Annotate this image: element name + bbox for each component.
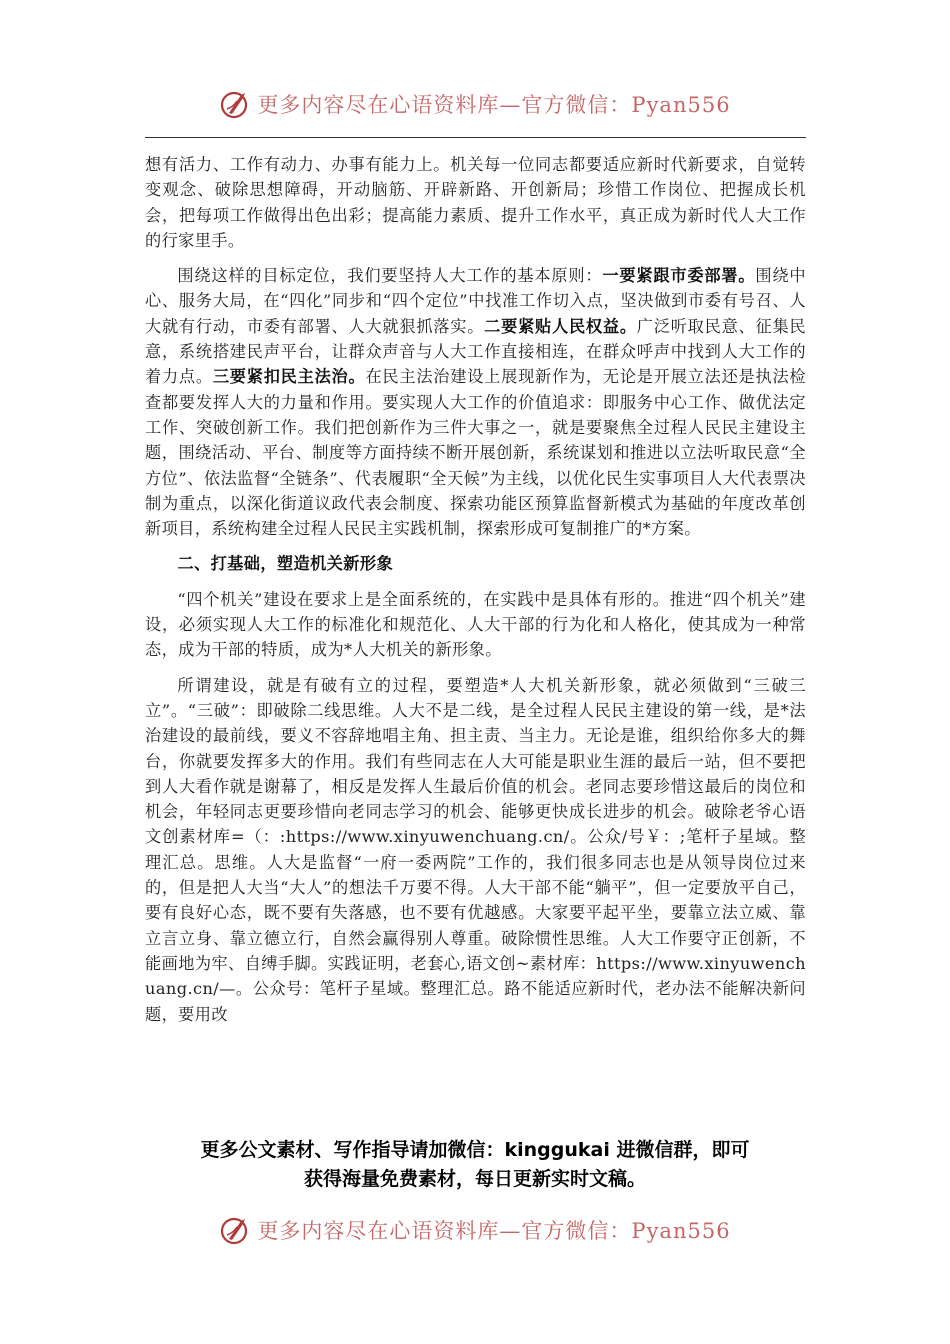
paragraph-2 [145, 263, 806, 541]
quill-logo-icon [219, 87, 253, 121]
header-divider [145, 137, 806, 138]
paragraph-2-text-2: 围绕中心、服务大局，在“四化”同步和“四个定位”中找准工作切入点，坚决做到市委有号召、人大就有行动，市委有部署、人大就狠抓落实。 [145, 266, 807, 336]
section-heading: 二、打基础，塑造机关新形象 [177, 554, 394, 574]
document-body [145, 152, 806, 1037]
footer-note-line-1: 更多公文素材、写作指导请加微信：kinggukai 进微信群，即可 [200, 1139, 750, 1161]
footer-note-line-2: 获得海量免费素材，每日更新实时文稿。 [303, 1168, 646, 1190]
footer-banner [0, 1210, 950, 1250]
principle-1-bold: 一要紧跟市委部署。 [602, 266, 756, 286]
header-banner [0, 84, 950, 124]
paragraph-2-text-4: 在民主法治建设上展现新作为，无论是开展立法还是执法检查都要发挥人大的力量和作用。要实现人大工作的价值追求：即服务中心工作、做优法定工作、突破创新工作。我们把创新作为三件大事之一，就是要聚焦全过程人民民主建设主题，围绕活动、平台、制度等方面持续不断开展创新，系统谋划和推进以立法听取民意“全方位”、依法监督“全链条”、代表履职“全天候”为主线，以优化民生实事项目人大代表票决制为重点，以深化街道议政代表会制度、探索功能区预算监督新模式为基础的年度改革创新项目，系统构建全过程人民民主实践机制，探索形成可复制推广的*方案。 [145, 367, 806, 539]
header-banner-text: 更多内容尽在心语资料库—官方微信：Pyan556 [257, 93, 731, 117]
paragraph-3: “四个机关”建设在要求上是全面系统的，在实践中是具体有形的。推进“四个机关”建设，必须实现人大工作的标准化和规范化、人大干部的行为化和人格化，使其成为一种常态，成为干部的特质，成为*人大机关的新形象。 [145, 589, 806, 660]
paragraph-1: 想有活力、工作有动力、办事有能力上。机关每一位同志都要适应新时代新要求，自觉转变观念、破除思想障碍，开动脑筋、开辟新路、开创新局；珍惜工作岗位、把握成长机会，把每项工作做得出色出彩；提高能力素质、提升工作水平，真正成为新时代人大工作的行家里手。 [145, 155, 806, 250]
paragraph-4: 所谓建设，就是有破有立的过程，要塑造*人大机关新形象，就必须做到“三破三立”。“三破”：即破除二线思维。人大不是二线，是全过程人民民主建设的第一线，是*法治建设的最前线，要义不容辞地唱主角、担主责、当主力。无论是谁，组织给你多大的舞台，你就要发挥多大的作用。我们有些同志在人大可能是职业生涯的最后一站，但不要把到人大看作就是谢幕了，相反是发挥人生最后价值的机会。老同志要珍惜这最后的岗位和机会，年轻同志更要珍惜向老同志学习的机会、能够更快成长进步的机会。破除老爷心语文创素材库=（：:https://www.xinyuwenchuang.cn/。公众/号￥：;笔杆子星域。整理汇总。思维。人大是监督“一府一委两院”工作的，我们很多同志也是从领导岗位过来的，但是把人大当“大人”的想法千万要不得。人大干部不能“躺平”，但一定要放平自己，要有良好心态，既不要有失落感，也不要有优越感。大家要平起平坐，要靠立法立威、靠立言立身、靠立德立行，自然会赢得别人尊重。破除惯性思维。人大工作要守正创新，不能画地为牢、自缚手脚。实践证明，老套心,语文创~素材库：https://www.xinyuwenchuang.cn/—。公众号：笔杆子星域。整理汇总。路不能适应新时代，老办法不能解决新问题，要用改 [145, 675, 806, 1024]
paragraph-2-text-1: 围绕这样的目标定位，我们要坚持人大工作的基本原则： [177, 266, 603, 286]
quill-logo-icon [219, 1213, 253, 1247]
paragraph-2-text-3: 广泛听取民意、征集民意，系统搭建民声平台，让群众声音与人大工作直接相连，在群众呼声中找到人大工作的着力点。 [145, 316, 807, 387]
footer-banner-text: 更多内容尽在心语资料库—官方微信：Pyan556 [257, 1219, 731, 1243]
footer-note [100, 1136, 850, 1194]
principle-2-bold: 二要紧贴人民权益。 [484, 316, 637, 336]
principle-3-bold: 三要紧扣民主法治。 [212, 367, 366, 387]
